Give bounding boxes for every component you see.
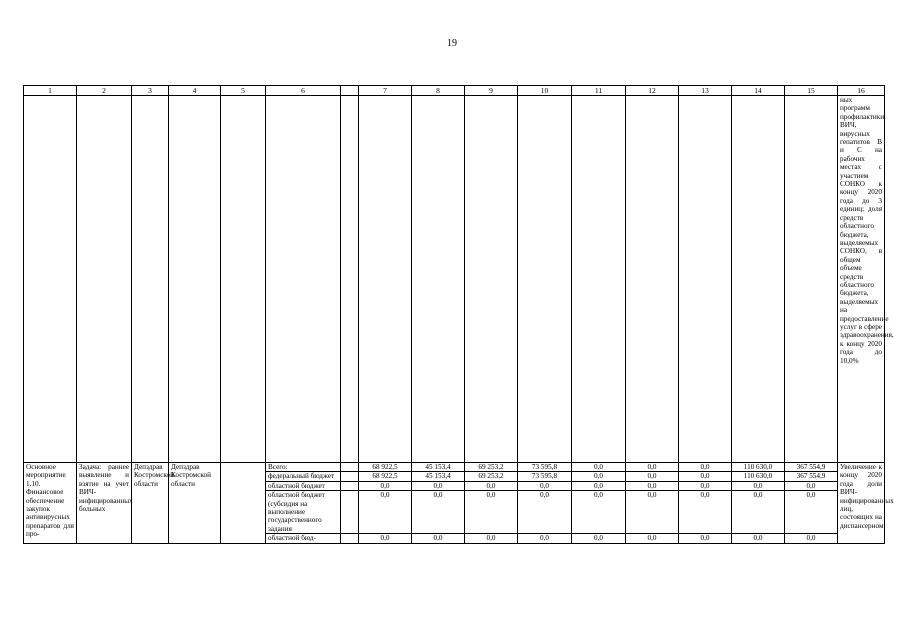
funding-source: областной бюджет (субсидия на выполнение государственного задания: [266, 491, 341, 534]
value-cell: 0,0: [679, 481, 732, 490]
header-cell: 9: [465, 86, 518, 96]
co-executor: Депздрав Костромской области: [169, 463, 221, 544]
value-cell: 0,0: [465, 491, 518, 534]
value-cell: 0,0: [518, 481, 572, 490]
activity-name: Основное мероприятие 1.10. Финансовое обеспечение закупок антивирусных препаратов для про-: [24, 463, 77, 544]
value-cell: 0,0: [785, 491, 838, 534]
value-cell: 0,0: [359, 534, 412, 543]
value-cell: 73 595,8: [518, 463, 572, 472]
value-cell: 0,0: [572, 491, 626, 534]
value-cell: 45 153,4: [412, 463, 465, 472]
value-cell: 0,0: [412, 534, 465, 543]
table-row: [24, 463, 885, 472]
value-cell: 0,0: [626, 463, 679, 472]
header-cell: 15: [785, 86, 838, 96]
funding-source: Всего:: [266, 463, 341, 472]
header-cell: 11: [572, 86, 626, 96]
header-cell: 4: [169, 86, 221, 96]
value-cell: 0,0: [572, 534, 626, 543]
value-cell: 0,0: [626, 491, 679, 534]
value-cell: 0,0: [679, 491, 732, 534]
header-cell: 3: [132, 86, 169, 96]
program-table: [23, 85, 894, 544]
value-cell: 110 630,0: [732, 472, 785, 481]
funding-source: областной бюджет: [266, 481, 341, 490]
value-cell: 0,0: [785, 534, 838, 543]
value-cell: 0,0: [626, 534, 679, 543]
value-cell: 0,0: [572, 472, 626, 481]
value-cell: 0,0: [572, 481, 626, 490]
header-cell: 14: [732, 86, 785, 96]
header-cell: 12: [626, 86, 679, 96]
value-cell: 367 554,9: [785, 463, 838, 472]
header-row: [24, 86, 885, 96]
value-cell: 0,0: [412, 481, 465, 490]
header-cell: 2: [77, 86, 132, 96]
value-cell: 0,0: [626, 481, 679, 490]
value-cell: 367 554,9: [785, 472, 838, 481]
continuation-row: [24, 96, 885, 463]
value-cell: 0,0: [732, 534, 785, 543]
value-cell: 69 253,2: [465, 463, 518, 472]
value-cell: 0,0: [572, 463, 626, 472]
value-cell: 0,0: [518, 534, 572, 543]
value-cell: 0,0: [732, 481, 785, 490]
header-cell: 7: [359, 86, 412, 96]
header-cell: 16: [838, 86, 885, 96]
value-cell: 0,0: [359, 491, 412, 534]
header-cell: 10: [518, 86, 572, 96]
header-cell: 5: [221, 86, 266, 96]
value-cell: 0,0: [626, 472, 679, 481]
header-cell: 13: [679, 86, 732, 96]
value-cell: 0,0: [679, 534, 732, 543]
header-cell: [341, 86, 359, 96]
indicator-continuation: ных программ профилактики ВИЧ, вирусных гепатитов В и С на рабочих местах с участием СОНКО к концу 2020 года до 3 единиц; доля средств областного бюджета, выделяемых СОНКО, в общем объеме средств областного бюджета, выделяемых на предоставление услуг в сфере здравоохранения, к концу 2020 года до 10,0%: [838, 96, 885, 463]
header-cell: 6: [266, 86, 341, 96]
value-cell: 110 630,0: [732, 463, 785, 472]
value-cell: 45 153,4: [412, 472, 465, 481]
value-cell: 69 253,2: [465, 472, 518, 481]
task-description: Задача: раннее выявление и взятие на учет ВИЧ-инфицированных больных: [77, 463, 132, 544]
value-cell: 0,0: [679, 472, 732, 481]
value-cell: 0,0: [465, 534, 518, 543]
value-cell: 0,0: [359, 481, 412, 490]
value-cell: 68 922,5: [359, 463, 412, 472]
value-cell: 0,0: [679, 463, 732, 472]
value-cell: 0,0: [732, 491, 785, 534]
funding-source: областной бюд-: [266, 534, 341, 543]
funding-source: федеральный бюджет: [266, 472, 341, 481]
header-cell: 8: [412, 86, 465, 96]
page-number: 19: [447, 38, 457, 49]
value-cell: 0,0: [412, 491, 465, 534]
value-cell: 68 922,5: [359, 472, 412, 481]
header-cell: 1: [24, 86, 77, 96]
value-cell: 0,0: [465, 481, 518, 490]
responsible-executor: Депздрав Костромской области: [132, 463, 169, 544]
value-cell: 0,0: [518, 491, 572, 534]
value-cell: 73 595,8: [518, 472, 572, 481]
target-indicator: Увеличение к концу 2020 года доли ВИЧ-инфицированных лиц, состоящих на диспансерном: [838, 463, 885, 544]
value-cell: 0,0: [785, 481, 838, 490]
